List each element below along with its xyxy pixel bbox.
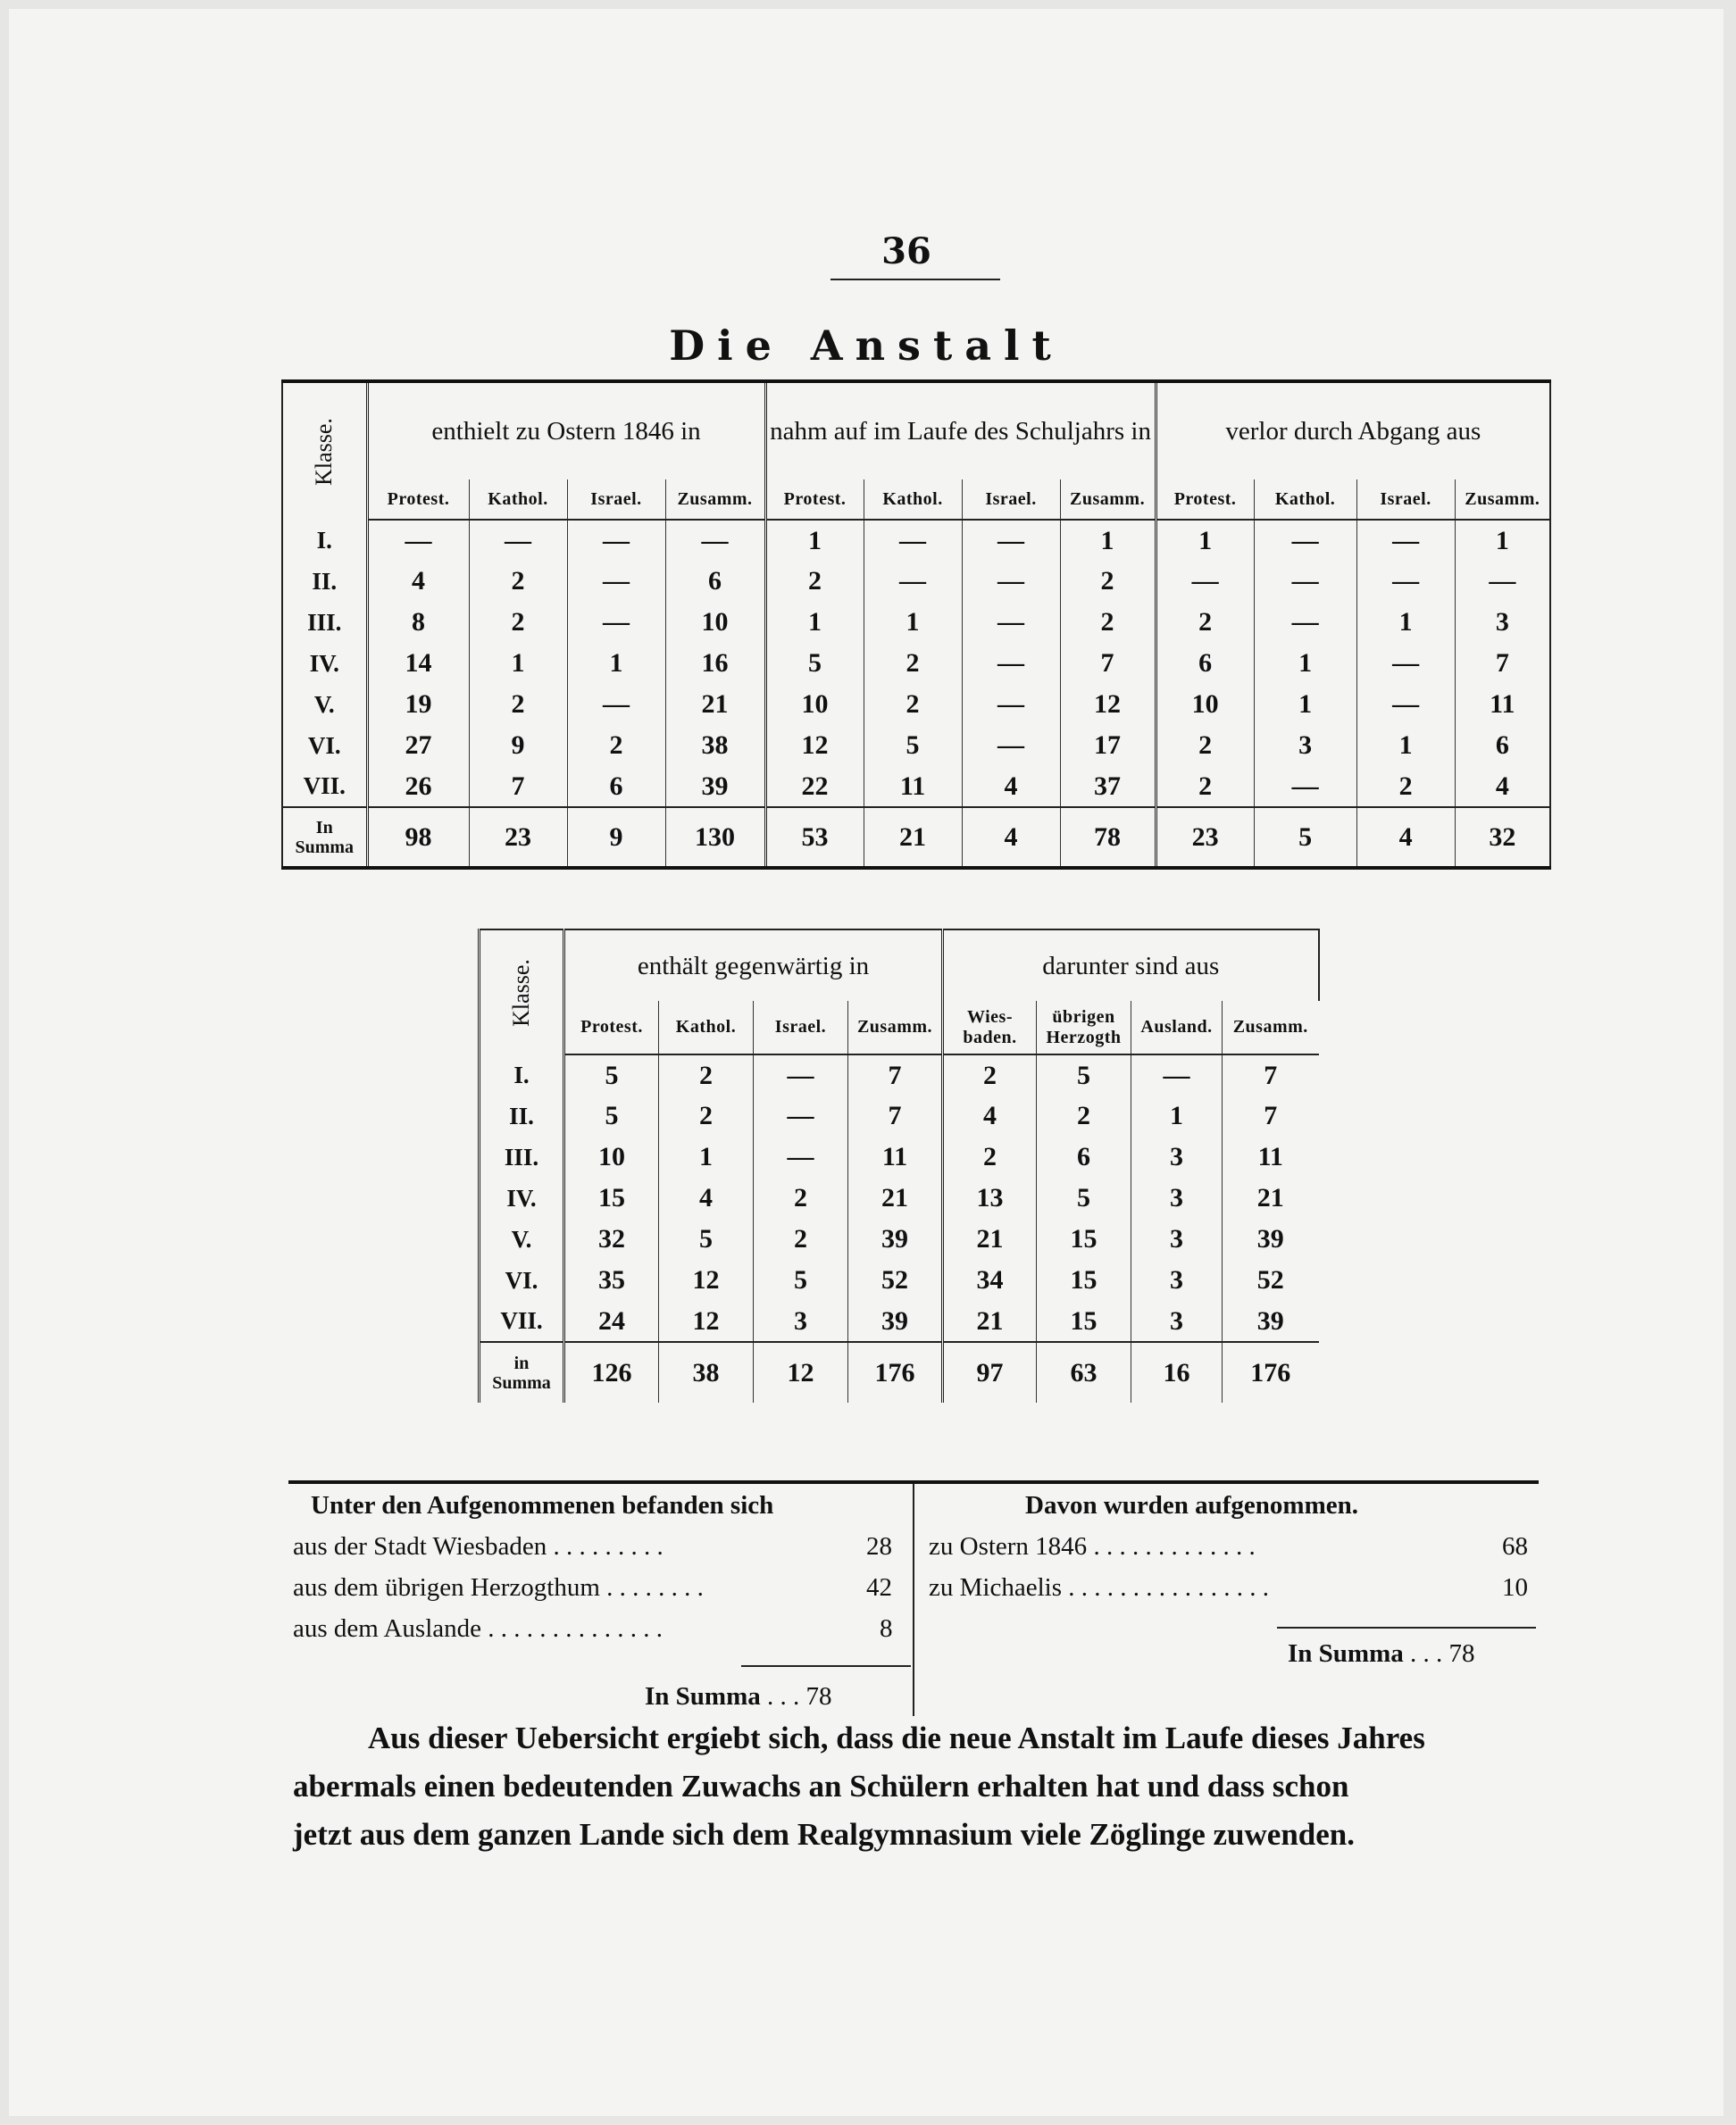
sum-cell: 16 xyxy=(1131,1342,1223,1403)
table-cell: 7 xyxy=(1060,643,1156,684)
group-header: darunter sind aus xyxy=(943,929,1319,1001)
column-header: Protest. xyxy=(1156,479,1254,520)
table-cell: 2 xyxy=(659,1054,754,1096)
table-cell: 3 xyxy=(1131,1301,1223,1342)
table-cell: 39 xyxy=(1223,1301,1319,1342)
table-cell: — xyxy=(962,602,1060,643)
table-cell: 38 xyxy=(665,725,765,766)
table-cell: 5 xyxy=(765,643,864,684)
table-cell: 2 xyxy=(1156,602,1254,643)
klasse-cell: VI. xyxy=(282,725,367,766)
table-cell: 10 xyxy=(564,1137,659,1178)
table-cell: 9 xyxy=(469,725,567,766)
table-cell: — xyxy=(1156,561,1254,602)
table-cell: 52 xyxy=(848,1260,943,1301)
klasse-cell: IV. xyxy=(282,643,367,684)
table-cell: 4 xyxy=(659,1178,754,1219)
table-cell: 1 xyxy=(1131,1096,1223,1137)
summary-heading: Unter den Aufgenommenen befanden sich xyxy=(311,1491,774,1520)
table-cell: 39 xyxy=(1223,1219,1319,1260)
klasse-cell: I. xyxy=(282,520,367,561)
table-cell: 3 xyxy=(1254,725,1356,766)
enrollment-table xyxy=(281,379,1551,870)
table-cell: 35 xyxy=(564,1260,659,1301)
klasse-cell: I. xyxy=(480,1054,564,1096)
sum-cell: 130 xyxy=(665,807,765,868)
summary-line: aus dem Auslande . . . . . . . . . . . . . . xyxy=(293,1614,664,1643)
table-cell: 1 xyxy=(469,643,567,684)
table-cell: 2 xyxy=(1060,561,1156,602)
column-header: Israel. xyxy=(962,479,1060,520)
table-cell: 2 xyxy=(1156,725,1254,766)
sum-cell: 176 xyxy=(1223,1342,1319,1403)
table-cell: — xyxy=(1455,561,1550,602)
paragraph-line: abermals einen bedeutenden Zuwachs an Schülern erhalten hat und dass schon xyxy=(293,1769,1349,1804)
klasse-cell: V. xyxy=(480,1219,564,1260)
klasse-header: Klasse. xyxy=(282,381,367,520)
table-cell: 16 xyxy=(665,643,765,684)
column-header: Protest. xyxy=(564,1001,659,1054)
klasse-cell: II. xyxy=(480,1096,564,1137)
sum-rule xyxy=(741,1665,911,1667)
column-header: Kathol. xyxy=(864,479,962,520)
klasse-cell: VII. xyxy=(480,1301,564,1342)
table-cell: 52 xyxy=(1223,1260,1319,1301)
klasse-cell: V. xyxy=(282,684,367,725)
table-cell: 39 xyxy=(848,1219,943,1260)
table-cell: 5 xyxy=(754,1260,848,1301)
table-cell: 17 xyxy=(1060,725,1156,766)
table-cell: 27 xyxy=(367,725,469,766)
table-cell: — xyxy=(962,684,1060,725)
table-cell: 5 xyxy=(864,725,962,766)
summary-value: 68 xyxy=(1502,1532,1528,1561)
table-cell: 21 xyxy=(1223,1178,1319,1219)
table-cell: 7 xyxy=(1455,643,1550,684)
sum-cell: 4 xyxy=(962,807,1060,868)
table-cell: 2 xyxy=(864,684,962,725)
sum-rule xyxy=(1277,1627,1536,1629)
table-cell: 19 xyxy=(367,684,469,725)
table-cell: — xyxy=(1356,520,1455,561)
table-cell: 2 xyxy=(943,1054,1037,1096)
table-cell: 12 xyxy=(765,725,864,766)
table-cell: — xyxy=(962,725,1060,766)
table-cell: 3 xyxy=(1455,602,1550,643)
table-cell: — xyxy=(1356,684,1455,725)
table-cell: 34 xyxy=(943,1260,1037,1301)
table-cell: — xyxy=(567,520,665,561)
sum-cell: 176 xyxy=(848,1342,943,1403)
table-cell: — xyxy=(1131,1054,1223,1096)
summary-value: 8 xyxy=(880,1614,893,1643)
column-header: Wies- baden. xyxy=(943,1001,1037,1054)
table-row xyxy=(282,520,1550,561)
table-cell: — xyxy=(754,1096,848,1137)
table-cell: 5 xyxy=(564,1054,659,1096)
sum-cell: 9 xyxy=(567,807,665,868)
table-cell: 3 xyxy=(1131,1260,1223,1301)
table-cell: 1 xyxy=(567,643,665,684)
current-enrollment-table xyxy=(478,929,1320,1403)
table-cell: 37 xyxy=(1060,766,1156,807)
column-header: Ausland. xyxy=(1131,1001,1223,1054)
sum-cell: 53 xyxy=(765,807,864,868)
table-cell: 1 xyxy=(1254,684,1356,725)
klasse-cell: II. xyxy=(282,561,367,602)
table-cell: 1 xyxy=(765,602,864,643)
summary-line: zu Ostern 1846 . . . . . . . . . . . . . xyxy=(929,1532,1256,1561)
sum-cell: 97 xyxy=(943,1342,1037,1403)
table-cell: 5 xyxy=(564,1096,659,1137)
column-header: Protest. xyxy=(367,479,469,520)
table-cell: — xyxy=(469,520,567,561)
sum-cell: 21 xyxy=(864,807,962,868)
sum-label-line: In xyxy=(315,817,333,838)
group-header: enthält gegenwärtig in xyxy=(564,929,943,1001)
table-cell: 39 xyxy=(848,1301,943,1342)
table-cell: 2 xyxy=(469,561,567,602)
summary-value: 10 xyxy=(1502,1573,1528,1602)
klasse-cell: III. xyxy=(282,602,367,643)
sum-cell: 4 xyxy=(1356,807,1455,868)
table-cell: 12 xyxy=(659,1260,754,1301)
table-cell: 2 xyxy=(943,1137,1037,1178)
table-cell: 7 xyxy=(1223,1096,1319,1137)
table-cell: 11 xyxy=(1455,684,1550,725)
table-row xyxy=(282,602,1550,643)
table-cell: 10 xyxy=(765,684,864,725)
table-cell: — xyxy=(567,602,665,643)
sum-label-line: Summa xyxy=(492,1372,551,1393)
table-cell: 5 xyxy=(659,1219,754,1260)
sum-cell: 38 xyxy=(659,1342,754,1403)
group-header: nahm auf im Laufe des Schuljahrs in xyxy=(765,381,1156,479)
table-cell: 15 xyxy=(1037,1301,1131,1342)
table-cell: — xyxy=(754,1054,848,1096)
column-header: Zusamm. xyxy=(1060,479,1156,520)
table-row xyxy=(480,1137,1319,1178)
group-header: verlor durch Abgang aus xyxy=(1156,381,1550,479)
table-cell: — xyxy=(1356,643,1455,684)
summary-total: In Summa . . . 78 xyxy=(645,1682,832,1711)
table-cell: 6 xyxy=(1455,725,1550,766)
table-cell: 2 xyxy=(754,1219,848,1260)
sum-cell: 23 xyxy=(469,807,567,868)
table-cell: 5 xyxy=(1037,1178,1131,1219)
table-cell: 21 xyxy=(848,1178,943,1219)
table-cell: — xyxy=(1254,561,1356,602)
table-cell: 4 xyxy=(1455,766,1550,807)
table-cell: 1 xyxy=(864,602,962,643)
table-cell: 21 xyxy=(943,1219,1037,1260)
table-cell: — xyxy=(962,520,1060,561)
table-cell: — xyxy=(567,684,665,725)
table-cell: — xyxy=(1254,766,1356,807)
table-cell: 14 xyxy=(367,643,469,684)
table-cell: 2 xyxy=(1037,1096,1131,1137)
column-header: Israel. xyxy=(754,1001,848,1054)
table-cell: 1 xyxy=(1356,725,1455,766)
table-cell: — xyxy=(962,643,1060,684)
column-header: Kathol. xyxy=(1254,479,1356,520)
page-number: 36 xyxy=(881,230,931,272)
table-cell: 11 xyxy=(864,766,962,807)
summary-heading: Davon wurden aufgenommen. xyxy=(1025,1491,1358,1520)
sum-cell: 98 xyxy=(367,807,469,868)
column-header: Zusamm. xyxy=(1223,1001,1319,1054)
table-row xyxy=(480,1096,1319,1137)
table-row xyxy=(480,1301,1319,1342)
table-cell: — xyxy=(1254,602,1356,643)
sum-row xyxy=(480,1342,1319,1403)
table-cell: 21 xyxy=(943,1301,1037,1342)
conclusion-paragraph xyxy=(293,1714,1538,1859)
table-cell: 12 xyxy=(659,1301,754,1342)
table-cell: 15 xyxy=(1037,1219,1131,1260)
summary-value: 42 xyxy=(866,1573,892,1602)
table-cell: 2 xyxy=(567,725,665,766)
page-number-rule xyxy=(830,279,1000,280)
table-cell: 7 xyxy=(848,1096,943,1137)
table-cell: 2 xyxy=(765,561,864,602)
paragraph-line: Aus dieser Uebersicht ergiebt sich, dass die neue Anstalt im Laufe dieses Jahres xyxy=(368,1721,1425,1755)
table-cell: 2 xyxy=(469,602,567,643)
table-row xyxy=(480,1054,1319,1096)
summary-line: zu Michaelis . . . . . . . . . . . . . . . . xyxy=(929,1573,1269,1602)
sum-cell: 23 xyxy=(1156,807,1254,868)
table-cell: — xyxy=(962,561,1060,602)
sum-cell: 126 xyxy=(564,1342,659,1403)
sum-cell: 5 xyxy=(1254,807,1356,868)
table-cell: 4 xyxy=(962,766,1060,807)
table-cell: — xyxy=(864,520,962,561)
table-cell: 3 xyxy=(754,1301,848,1342)
table-cell: — xyxy=(665,520,765,561)
klasse-cell: VII. xyxy=(282,766,367,807)
klasse-cell: III. xyxy=(480,1137,564,1178)
column-divider xyxy=(913,1484,914,1716)
table-row xyxy=(282,684,1550,725)
table-cell: — xyxy=(567,561,665,602)
table-cell: 1 xyxy=(1156,520,1254,561)
table-cell: 39 xyxy=(665,766,765,807)
klasse-cell: IV. xyxy=(480,1178,564,1219)
table-cell: — xyxy=(1254,520,1356,561)
table-cell: 24 xyxy=(564,1301,659,1342)
table-cell: — xyxy=(367,520,469,561)
table-row xyxy=(282,766,1550,807)
table-cell: 1 xyxy=(1455,520,1550,561)
column-header: Zusamm. xyxy=(848,1001,943,1054)
table-cell: 2 xyxy=(754,1178,848,1219)
column-header: Zusamm. xyxy=(665,479,765,520)
table-row xyxy=(480,1260,1319,1301)
table-cell: 1 xyxy=(1254,643,1356,684)
table-cell: 2 xyxy=(469,684,567,725)
column-header: Kathol. xyxy=(469,479,567,520)
sum-cell: 32 xyxy=(1455,807,1550,868)
table-cell: 1 xyxy=(659,1137,754,1178)
table-cell: 11 xyxy=(1223,1137,1319,1178)
table-row xyxy=(282,561,1550,602)
summary-value: 28 xyxy=(866,1532,892,1561)
table-cell: 1 xyxy=(1356,602,1455,643)
sum-label xyxy=(282,807,367,868)
column-header: Zusamm. xyxy=(1455,479,1550,520)
section-title: Die Anstalt xyxy=(669,321,1064,370)
sum-cell: 78 xyxy=(1060,807,1156,868)
table-cell: 2 xyxy=(659,1096,754,1137)
table-cell: 15 xyxy=(564,1178,659,1219)
table-cell: 1 xyxy=(1060,520,1156,561)
summary-line: aus dem übrigen Herzogthum . . . . . . . . xyxy=(293,1573,704,1602)
table-row xyxy=(480,1178,1319,1219)
sum-label-line: Summa xyxy=(295,837,355,857)
table-cell: 13 xyxy=(943,1178,1037,1219)
table-cell: 32 xyxy=(564,1219,659,1260)
table-cell: 8 xyxy=(367,602,469,643)
table-cell: 4 xyxy=(367,561,469,602)
table-row xyxy=(480,1219,1319,1260)
table-cell: 2 xyxy=(1156,766,1254,807)
table-cell: 6 xyxy=(1037,1137,1131,1178)
paragraph-line: jetzt aus dem ganzen Lande sich dem Realgymnasium viele Zöglinge zuwenden. xyxy=(293,1817,1356,1852)
summary-line: aus der Stadt Wiesbaden . . . . . . . . . xyxy=(293,1532,664,1561)
summary-total: In Summa . . . 78 xyxy=(1288,1639,1475,1668)
table-cell: 10 xyxy=(665,602,765,643)
table-cell: 22 xyxy=(765,766,864,807)
table-cell: 2 xyxy=(864,643,962,684)
column-header: Israel. xyxy=(567,479,665,520)
page xyxy=(9,9,1723,2116)
table-cell: 5 xyxy=(1037,1054,1131,1096)
table-cell: 11 xyxy=(848,1137,943,1178)
klasse-header: Klasse. xyxy=(480,929,564,1054)
column-header: Kathol. xyxy=(659,1001,754,1054)
table-cell: — xyxy=(754,1137,848,1178)
table-cell: 3 xyxy=(1131,1219,1223,1260)
sum-label xyxy=(480,1342,564,1403)
table-cell: — xyxy=(1356,561,1455,602)
sum-row xyxy=(282,807,1550,868)
sum-cell: 63 xyxy=(1037,1342,1131,1403)
table-cell: 7 xyxy=(1223,1054,1319,1096)
table-cell: 6 xyxy=(665,561,765,602)
table-cell: 4 xyxy=(943,1096,1037,1137)
table-cell: 2 xyxy=(1060,602,1156,643)
column-header: Israel. xyxy=(1356,479,1455,520)
table-cell: 7 xyxy=(469,766,567,807)
sum-cell: 12 xyxy=(754,1342,848,1403)
table-cell: 3 xyxy=(1131,1137,1223,1178)
table-row xyxy=(282,643,1550,684)
column-header: übrigen Herzogth xyxy=(1037,1001,1131,1054)
table-cell: 7 xyxy=(848,1054,943,1096)
table-cell: 6 xyxy=(1156,643,1254,684)
table-cell: 15 xyxy=(1037,1260,1131,1301)
table-cell: 26 xyxy=(367,766,469,807)
table-cell: 2 xyxy=(1356,766,1455,807)
table-cell: 21 xyxy=(665,684,765,725)
table-cell: 3 xyxy=(1131,1178,1223,1219)
klasse-cell: VI. xyxy=(480,1260,564,1301)
table-cell: 1 xyxy=(765,520,864,561)
table-cell: 6 xyxy=(567,766,665,807)
column-header: Protest. xyxy=(765,479,864,520)
sum-label-line: in xyxy=(513,1353,530,1373)
table-row xyxy=(282,725,1550,766)
group-header: enthielt zu Ostern 1846 in xyxy=(367,381,765,479)
table-cell: 10 xyxy=(1156,684,1254,725)
table-cell: 12 xyxy=(1060,684,1156,725)
table-cell: — xyxy=(864,561,962,602)
